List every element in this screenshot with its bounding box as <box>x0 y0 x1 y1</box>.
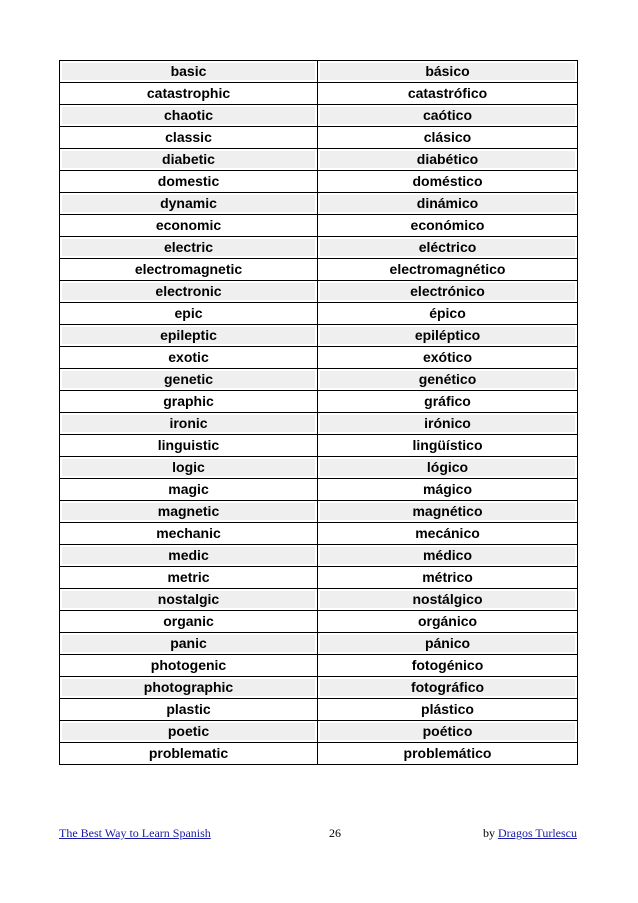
english-word: economic <box>155 217 222 233</box>
spanish-word-cell <box>318 721 578 743</box>
table-row <box>60 721 578 743</box>
spanish-word: magnético <box>320 503 575 520</box>
spanish-word: básico <box>320 63 575 80</box>
table-row <box>60 567 578 589</box>
spanish-word: clásico <box>423 129 472 145</box>
spanish-word: catastrófico <box>407 85 488 101</box>
english-word-cell <box>60 61 318 83</box>
english-word-cell <box>60 215 318 237</box>
spanish-word: caótico <box>320 107 575 124</box>
english-word-cell <box>60 589 318 611</box>
table-row <box>60 523 578 545</box>
english-word-cell <box>60 545 318 567</box>
spanish-word-cell <box>318 259 578 281</box>
english-word: photogenic <box>150 657 227 673</box>
spanish-word-cell <box>318 127 578 149</box>
english-word-cell <box>60 171 318 193</box>
english-word-cell <box>60 193 318 215</box>
table-row <box>60 479 578 501</box>
spanish-word-cell <box>318 369 578 391</box>
table-row <box>60 369 578 391</box>
spanish-word-cell <box>318 61 578 83</box>
english-word-cell <box>60 435 318 457</box>
english-word-cell <box>60 127 318 149</box>
spanish-word-cell <box>318 611 578 633</box>
english-word: classic <box>165 129 212 145</box>
spanish-word: plástico <box>421 701 474 717</box>
spanish-word: doméstico <box>412 173 483 189</box>
table-row <box>60 325 578 347</box>
english-word: exotic <box>168 349 209 365</box>
spanish-word: genético <box>320 371 575 388</box>
english-word-cell <box>60 611 318 633</box>
table-row <box>60 655 578 677</box>
spanish-word-cell <box>318 655 578 677</box>
english-word-cell <box>60 479 318 501</box>
spanish-word-cell <box>318 699 578 721</box>
spanish-word: exótico <box>422 349 472 365</box>
english-word: electromagnetic <box>134 261 243 277</box>
spanish-word-cell <box>318 589 578 611</box>
english-word: nostalgic <box>62 591 315 608</box>
spanish-word: pánico <box>320 635 575 652</box>
spanish-word: poético <box>320 723 575 740</box>
english-word-cell <box>60 501 318 523</box>
author-link[interactable]: Dragos Turlescu <box>497 826 577 840</box>
table-row <box>60 281 578 303</box>
spanish-word: fotográfico <box>320 679 575 696</box>
spanish-word: diabético <box>320 151 575 168</box>
table-row <box>60 237 578 259</box>
english-word: photographic <box>62 679 315 696</box>
table-row <box>60 83 578 105</box>
english-word-cell <box>60 523 318 545</box>
table-row <box>60 303 578 325</box>
spanish-word: irónico <box>320 415 575 432</box>
spanish-word-cell <box>318 501 578 523</box>
spanish-word-cell <box>318 545 578 567</box>
table-row <box>60 457 578 479</box>
english-word: genetic <box>62 371 315 388</box>
table-row <box>60 413 578 435</box>
table-row <box>60 259 578 281</box>
english-word: problematic <box>148 745 229 761</box>
table-row <box>60 435 578 457</box>
english-word: linguistic <box>157 437 220 453</box>
english-word: panic <box>62 635 315 652</box>
spanish-word-cell <box>318 193 578 215</box>
english-word-cell <box>60 391 318 413</box>
table-row <box>60 743 578 765</box>
english-word: medic <box>62 547 315 564</box>
spanish-word-cell <box>318 435 578 457</box>
english-word-cell <box>60 721 318 743</box>
spanish-word: épico <box>429 305 466 321</box>
spanish-word-cell <box>318 743 578 765</box>
english-word: diabetic <box>62 151 315 168</box>
english-word-cell <box>60 325 318 347</box>
spanish-word: electromagnético <box>389 261 506 277</box>
table-row <box>60 633 578 655</box>
table-row <box>60 61 578 83</box>
english-word: logic <box>62 459 315 476</box>
spanish-word: fotogénico <box>411 657 484 673</box>
page-number: 26 <box>329 826 341 840</box>
spanish-word-cell <box>318 677 578 699</box>
english-word-cell <box>60 303 318 325</box>
english-word: organic <box>163 613 214 629</box>
table-row <box>60 127 578 149</box>
spanish-word-cell <box>318 413 578 435</box>
table-row <box>60 171 578 193</box>
vocabulary-table-body <box>60 61 578 765</box>
spanish-word: problemático <box>403 745 492 761</box>
english-word-cell <box>60 633 318 655</box>
table-row <box>60 589 578 611</box>
english-word-cell <box>60 259 318 281</box>
spanish-word-cell <box>318 457 578 479</box>
english-word-cell <box>60 237 318 259</box>
spanish-word: gráfico <box>424 393 471 409</box>
spanish-word: electrónico <box>320 283 575 300</box>
english-word: epileptic <box>62 327 315 344</box>
english-word: catastrophic <box>146 85 231 101</box>
english-word-cell <box>60 457 318 479</box>
spanish-word: dinámico <box>320 195 575 212</box>
spanish-word-cell <box>318 105 578 127</box>
table-row <box>60 347 578 369</box>
table-row <box>60 545 578 567</box>
spanish-word: epiléptico <box>320 327 575 344</box>
english-word: poetic <box>62 723 315 740</box>
spanish-word: mágico <box>422 481 472 497</box>
english-word-cell <box>60 699 318 721</box>
english-word: electronic <box>62 283 315 300</box>
english-word-cell <box>60 149 318 171</box>
table-row <box>60 391 578 413</box>
page-footer <box>59 826 577 842</box>
english-word: magic <box>168 481 209 497</box>
spanish-word-cell <box>318 523 578 545</box>
english-word: epic <box>174 305 203 321</box>
english-word-cell <box>60 655 318 677</box>
vocabulary-table <box>59 60 578 765</box>
english-word: plastic <box>166 701 211 717</box>
spanish-word-cell <box>318 237 578 259</box>
author-byline <box>483 826 577 841</box>
english-word: dynamic <box>62 195 315 212</box>
table-row <box>60 149 578 171</box>
table-row <box>60 699 578 721</box>
table-row <box>60 105 578 127</box>
english-word-cell <box>60 105 318 127</box>
spanish-word: médico <box>320 547 575 564</box>
table-row <box>60 215 578 237</box>
english-word-cell <box>60 743 318 765</box>
book-title-link[interactable]: The Best Way to Learn Spanish <box>59 826 211 840</box>
spanish-word-cell <box>318 633 578 655</box>
english-word: magnetic <box>62 503 315 520</box>
table-row <box>60 193 578 215</box>
by-prefix: by <box>482 826 498 840</box>
english-word-cell <box>60 369 318 391</box>
english-word-cell <box>60 413 318 435</box>
spanish-word-cell <box>318 83 578 105</box>
spanish-word: mecánico <box>415 525 480 541</box>
table-row <box>60 611 578 633</box>
spanish-word-cell <box>318 479 578 501</box>
english-word: domestic <box>157 173 220 189</box>
spanish-word-cell <box>318 149 578 171</box>
spanish-word-cell <box>318 391 578 413</box>
spanish-word: nostálgico <box>320 591 575 608</box>
english-word: metric <box>167 569 210 585</box>
spanish-word-cell <box>318 215 578 237</box>
english-word-cell <box>60 347 318 369</box>
spanish-word-cell <box>318 281 578 303</box>
spanish-word-cell <box>318 567 578 589</box>
english-word: ironic <box>62 415 315 432</box>
english-word: mechanic <box>156 525 221 541</box>
english-word-cell <box>60 567 318 589</box>
spanish-word: económico <box>410 217 485 233</box>
table-row <box>60 501 578 523</box>
english-word-cell <box>60 281 318 303</box>
english-word: electric <box>62 239 315 256</box>
english-word: basic <box>62 63 315 80</box>
english-word: chaotic <box>62 107 315 124</box>
spanish-word-cell <box>318 325 578 347</box>
spanish-word: orgánico <box>417 613 478 629</box>
spanish-word: lingüístico <box>412 437 483 453</box>
spanish-word: métrico <box>422 569 473 585</box>
table-row <box>60 677 578 699</box>
spanish-word: lógico <box>320 459 575 476</box>
english-word-cell <box>60 677 318 699</box>
english-word-cell <box>60 83 318 105</box>
spanish-word: eléctrico <box>320 239 575 256</box>
spanish-word-cell <box>318 303 578 325</box>
spanish-word-cell <box>318 171 578 193</box>
spanish-word-cell <box>318 347 578 369</box>
english-word: graphic <box>163 393 214 409</box>
